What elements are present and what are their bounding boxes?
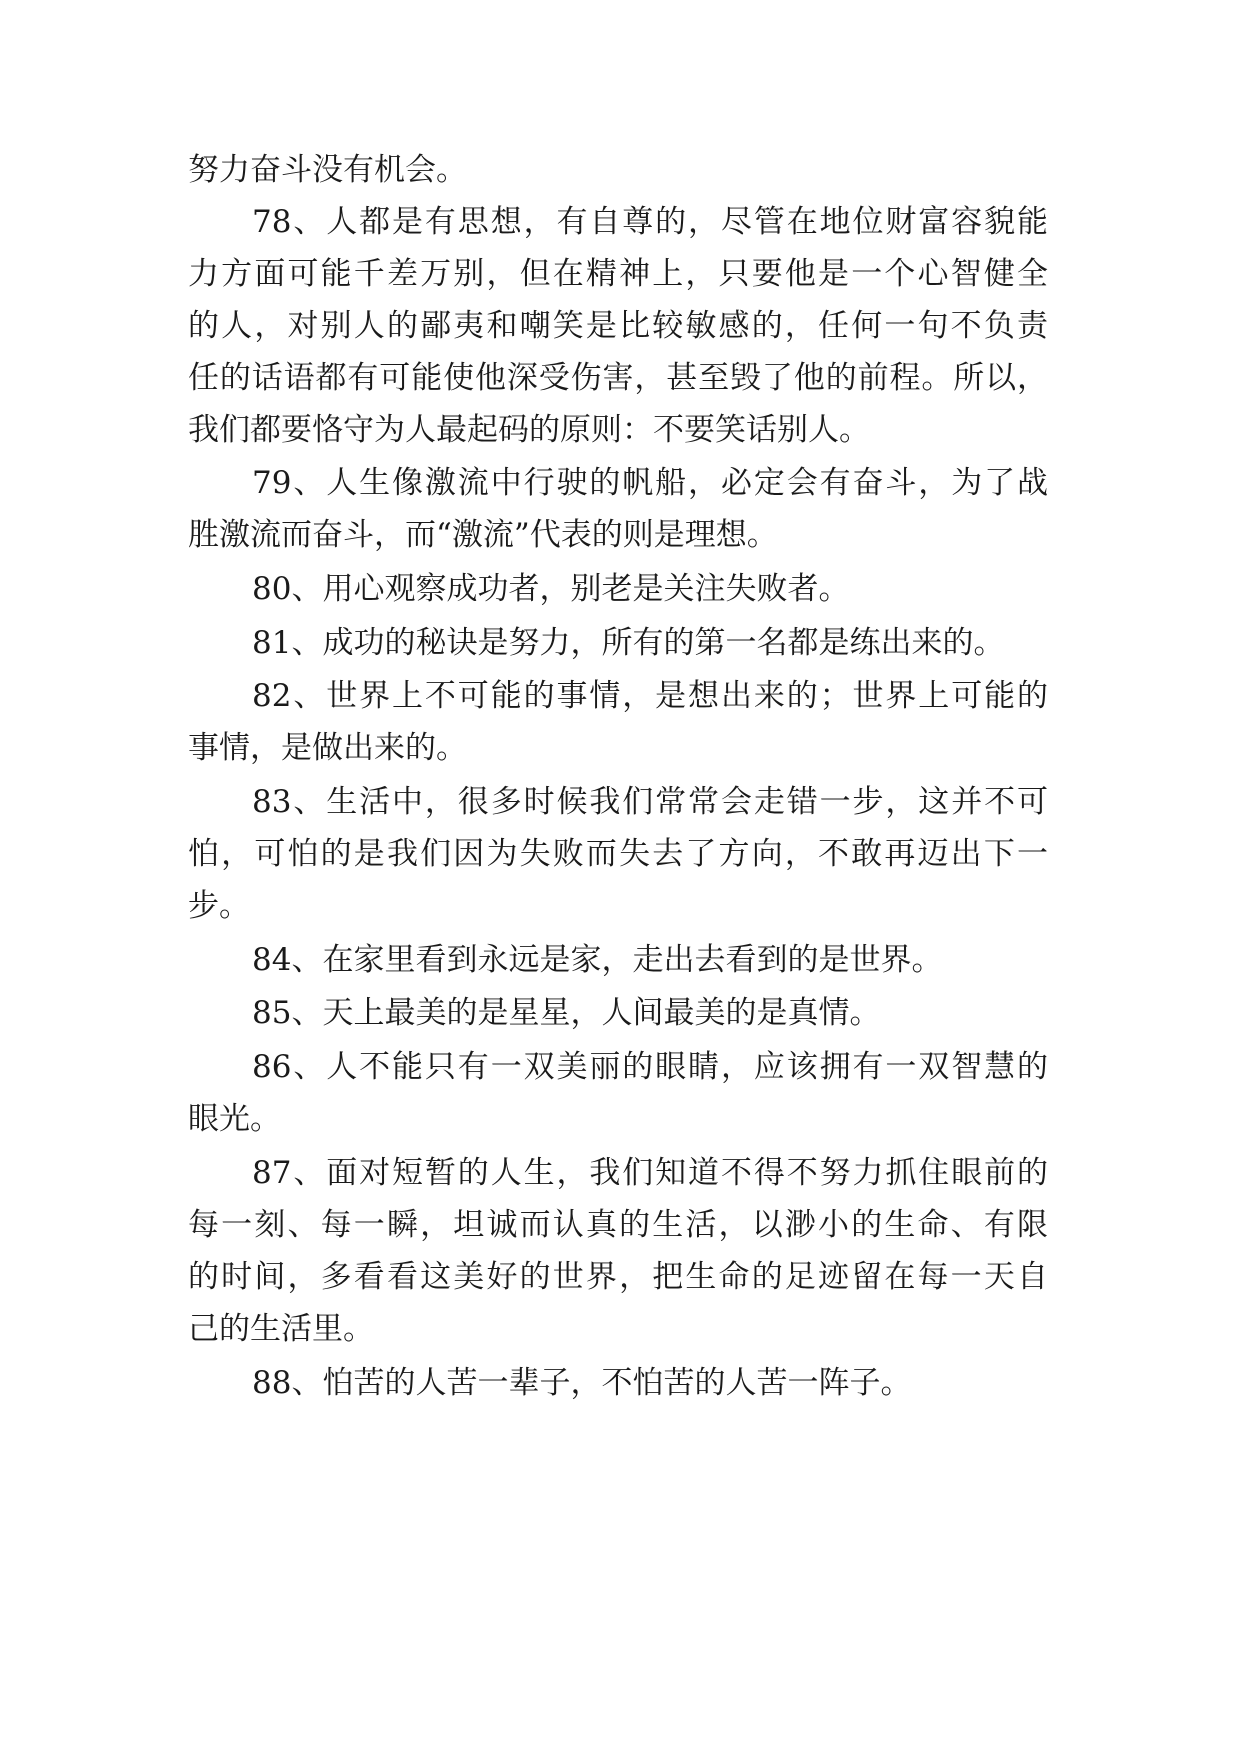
paragraph-line: 眼光。 — [188, 1101, 281, 1137]
paragraph-line: 怕，可怕的是我们因为失败而失去了方向，不敢再迈出下一 — [188, 836, 1048, 872]
paragraph-line: 的人，对别人的鄙夷和嘲笑是比较敏感的，任何一句不负责 — [188, 308, 1048, 344]
paragraph-line: 81、成功的秘诀是努力，所有的第一名都是练出来的。 — [252, 625, 1005, 661]
paragraph-line: 80、用心观察成功者，别老是关注失败者。 — [252, 571, 850, 607]
paragraph-line: 84、在家里看到永远是家，走出去看到的是世界。 — [252, 942, 943, 978]
paragraph-line: 83、生活中，很多时候我们常常会走错一步，这并不可 — [252, 784, 1048, 820]
paragraph-line: 88、怕苦的人苦一辈子，不怕苦的人苦一阵子。 — [252, 1365, 912, 1401]
paragraph-line: 86、人不能只有一双美丽的眼睛，应该拥有一双智慧的 — [252, 1049, 1048, 1085]
paragraph-line: 85、天上最美的是星星，人间最美的是真情。 — [252, 995, 881, 1031]
paragraph-line: 努力奋斗没有机会。 — [188, 152, 467, 188]
paragraph-line: 任的话语都有可能使他深受伤害，甚至毁了他的前程。所以， — [188, 360, 1048, 396]
paragraph-line: 每一刻、每一瞬，坦诚而认真的生活，以渺小的生命、有限 — [188, 1207, 1048, 1243]
paragraph-line: 82、世界上不可能的事情，是想出来的；世界上可能的 — [252, 678, 1048, 714]
paragraph-line: 78、人都是有思想，有自尊的，尽管在地位财富容貌能 — [252, 204, 1048, 240]
paragraph-line: 己的生活里。 — [188, 1311, 374, 1347]
paragraph-line: 79、人生像激流中行驶的帆船，必定会有奋斗，为了战 — [252, 465, 1048, 501]
paragraph-line: 胜激流而奋斗，而“激流”代表的则是理想。 — [188, 517, 778, 553]
paragraph-line: 的时间，多看看这美好的世界，把生命的足迹留在每一天自 — [188, 1259, 1048, 1295]
paragraph-line: 力方面可能千差万别，但在精神上，只要他是一个心智健全 — [188, 256, 1048, 292]
paragraph-line: 87、面对短暂的人生，我们知道不得不努力抓住眼前的 — [252, 1155, 1048, 1191]
paragraph-line: 我们都要恪守为人最起码的原则：不要笑话别人。 — [188, 412, 870, 448]
paragraph-line: 事情，是做出来的。 — [188, 730, 467, 766]
paragraph-line: 步。 — [188, 888, 250, 924]
